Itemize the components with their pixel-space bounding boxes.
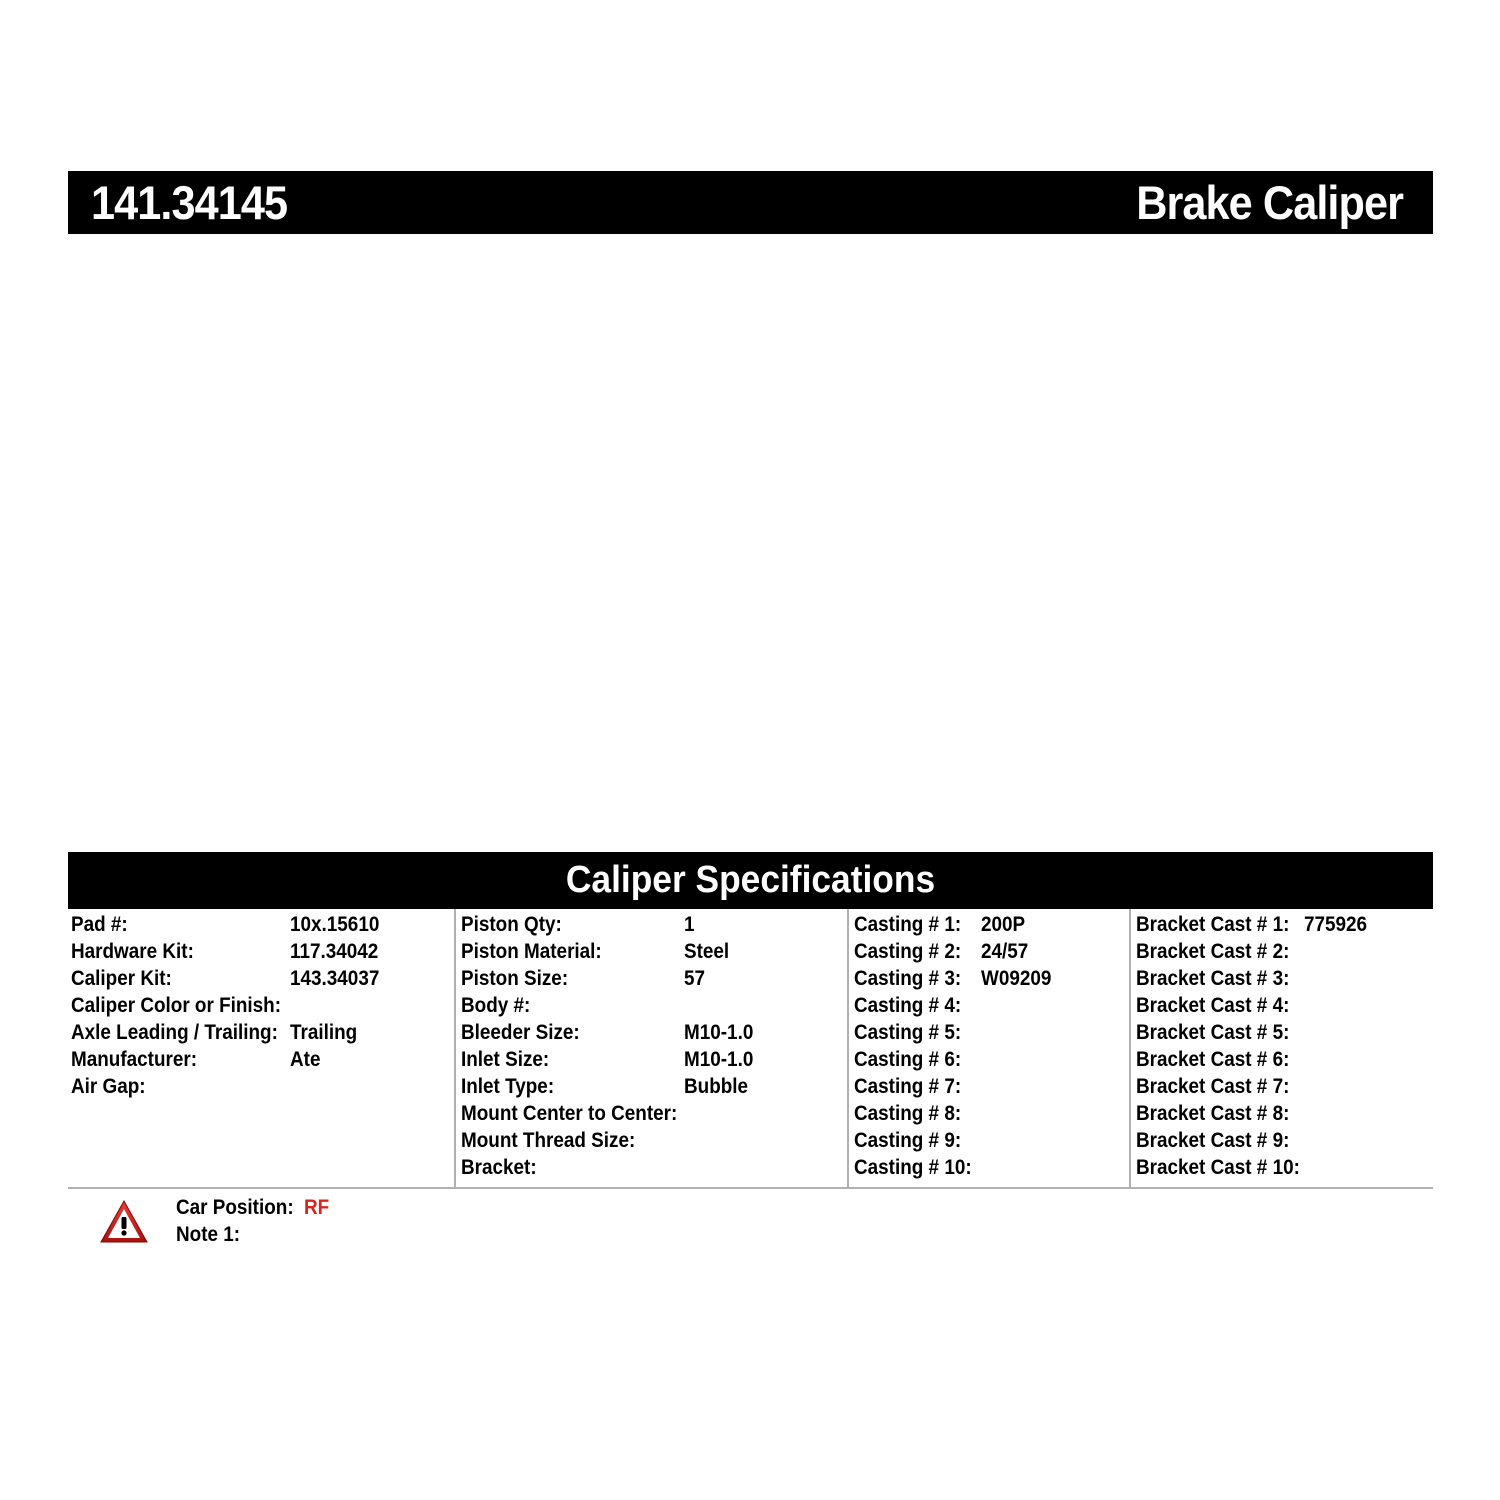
spec-value: Bubble (684, 1075, 749, 1098)
spec-value: 1 (684, 913, 695, 936)
spec-value: M10-1.0 (684, 1021, 754, 1044)
spec-row (68, 1073, 454, 1100)
car-position-label: Car Position: (176, 1196, 294, 1219)
spec-row (1131, 965, 1433, 992)
spec-row (849, 1073, 1129, 1100)
spec-value: 57 (684, 967, 706, 990)
spec-row (456, 1019, 847, 1046)
specifications-header (68, 852, 1433, 909)
spec-label: Caliper Kit: (71, 967, 172, 990)
spec-label: Bracket: (461, 1156, 537, 1179)
spec-row (456, 1073, 847, 1100)
spec-row (849, 1019, 1129, 1046)
notes-area (68, 1192, 868, 1262)
warning-triangle-icon (100, 1200, 148, 1244)
spec-label: Piston Material: (461, 940, 602, 963)
spec-row (456, 938, 847, 965)
spec-value: 10x.15610 (290, 913, 380, 936)
spec-value: Steel (684, 940, 730, 963)
spec-row (849, 938, 1129, 965)
spec-row (456, 965, 847, 992)
spec-row (849, 1100, 1129, 1127)
spec-row (849, 911, 1129, 938)
spec-row (456, 1046, 847, 1073)
spec-label: Bracket Cast # 6: (1136, 1048, 1290, 1071)
spec-label: Bracket Cast # 10: (1136, 1156, 1300, 1179)
note-1-label: Note 1: (176, 1223, 241, 1246)
spec-label: Casting # 1: (854, 913, 962, 936)
spec-label: Casting # 9: (854, 1129, 962, 1152)
spec-value: 775926 (1304, 913, 1368, 936)
spec-label: Casting # 6: (854, 1048, 962, 1071)
spec-row (1131, 1046, 1433, 1073)
specifications-title: Caliper Specifications (565, 859, 936, 901)
spec-label: Casting # 10: (854, 1156, 972, 1179)
spec-row (68, 938, 454, 965)
spec-label: Axle Leading / Trailing: (71, 1021, 278, 1044)
spec-label: Hardware Kit: (71, 940, 194, 963)
spec-label: Mount Center to Center: (461, 1102, 678, 1125)
spec-label: Bracket Cast # 4: (1136, 994, 1290, 1017)
specifications-table (68, 909, 1433, 1189)
spec-row (456, 911, 847, 938)
spec-label: Bracket Cast # 5: (1136, 1021, 1290, 1044)
spec-row (1131, 1154, 1433, 1181)
spec-label: Body #: (461, 994, 531, 1017)
spec-row (849, 1127, 1129, 1154)
part-number: 141.34145 (91, 176, 288, 229)
spec-column-general (68, 909, 454, 1187)
spec-row (68, 1019, 454, 1046)
car-position-value: RF (304, 1196, 330, 1219)
spec-column-piston (454, 909, 847, 1187)
spec-value: Ate (290, 1048, 321, 1071)
spec-row (68, 992, 454, 1019)
spec-label: Casting # 5: (854, 1021, 962, 1044)
spec-label: Piston Qty: (461, 913, 562, 936)
spec-column-casting (847, 909, 1129, 1187)
spec-row (849, 1046, 1129, 1073)
spec-row (849, 992, 1129, 1019)
spec-row (456, 1127, 847, 1154)
spec-row (1131, 938, 1433, 965)
spec-label: Bleeder Size: (461, 1021, 580, 1044)
spec-label: Bracket Cast # 9: (1136, 1129, 1290, 1152)
spec-column-bracket-cast (1129, 909, 1433, 1187)
spec-label: Casting # 7: (854, 1075, 962, 1098)
spec-label: Bracket Cast # 3: (1136, 967, 1290, 990)
spec-row (68, 965, 454, 992)
spec-label: Bracket Cast # 2: (1136, 940, 1290, 963)
title-bar (68, 171, 1433, 234)
spec-value: 143.34037 (290, 967, 380, 990)
spec-row (1131, 1019, 1433, 1046)
spec-label: Bracket Cast # 7: (1136, 1075, 1290, 1098)
spec-label: Casting # 3: (854, 967, 962, 990)
spec-label: Bracket Cast # 8: (1136, 1102, 1290, 1125)
spec-label: Inlet Type: (461, 1075, 555, 1098)
spec-value: 24/57 (981, 940, 1029, 963)
spec-label: Pad #: (71, 913, 128, 936)
spec-label: Caliper Color or Finish: (71, 994, 282, 1017)
spec-row (1131, 1127, 1433, 1154)
spec-row (1131, 1100, 1433, 1127)
spec-value: Trailing (290, 1021, 358, 1044)
spec-label: Casting # 8: (854, 1102, 962, 1125)
spec-label: Manufacturer: (71, 1048, 198, 1071)
spec-row (1131, 1073, 1433, 1100)
spec-row (1131, 992, 1433, 1019)
spec-value: 117.34042 (290, 940, 379, 963)
spec-label: Mount Thread Size: (461, 1129, 636, 1152)
spec-row (1131, 911, 1433, 938)
spec-label: Air Gap: (71, 1075, 146, 1098)
product-type: Brake Caliper (1136, 176, 1403, 229)
spec-value: W09209 (981, 967, 1052, 990)
spec-label: Piston Size: (461, 967, 569, 990)
spec-value: M10-1.0 (684, 1048, 754, 1071)
spec-row (456, 992, 847, 1019)
spec-row (849, 1154, 1129, 1181)
spec-label: Casting # 2: (854, 940, 962, 963)
spec-row (68, 1046, 454, 1073)
spec-row (68, 911, 454, 938)
spec-label: Casting # 4: (854, 994, 962, 1017)
spec-row (456, 1154, 847, 1181)
spec-label: Bracket Cast # 1: (1136, 913, 1290, 936)
spec-row (849, 965, 1129, 992)
spec-value: 200P (981, 913, 1026, 936)
spec-label: Inlet Size: (461, 1048, 550, 1071)
spec-row (456, 1100, 847, 1127)
